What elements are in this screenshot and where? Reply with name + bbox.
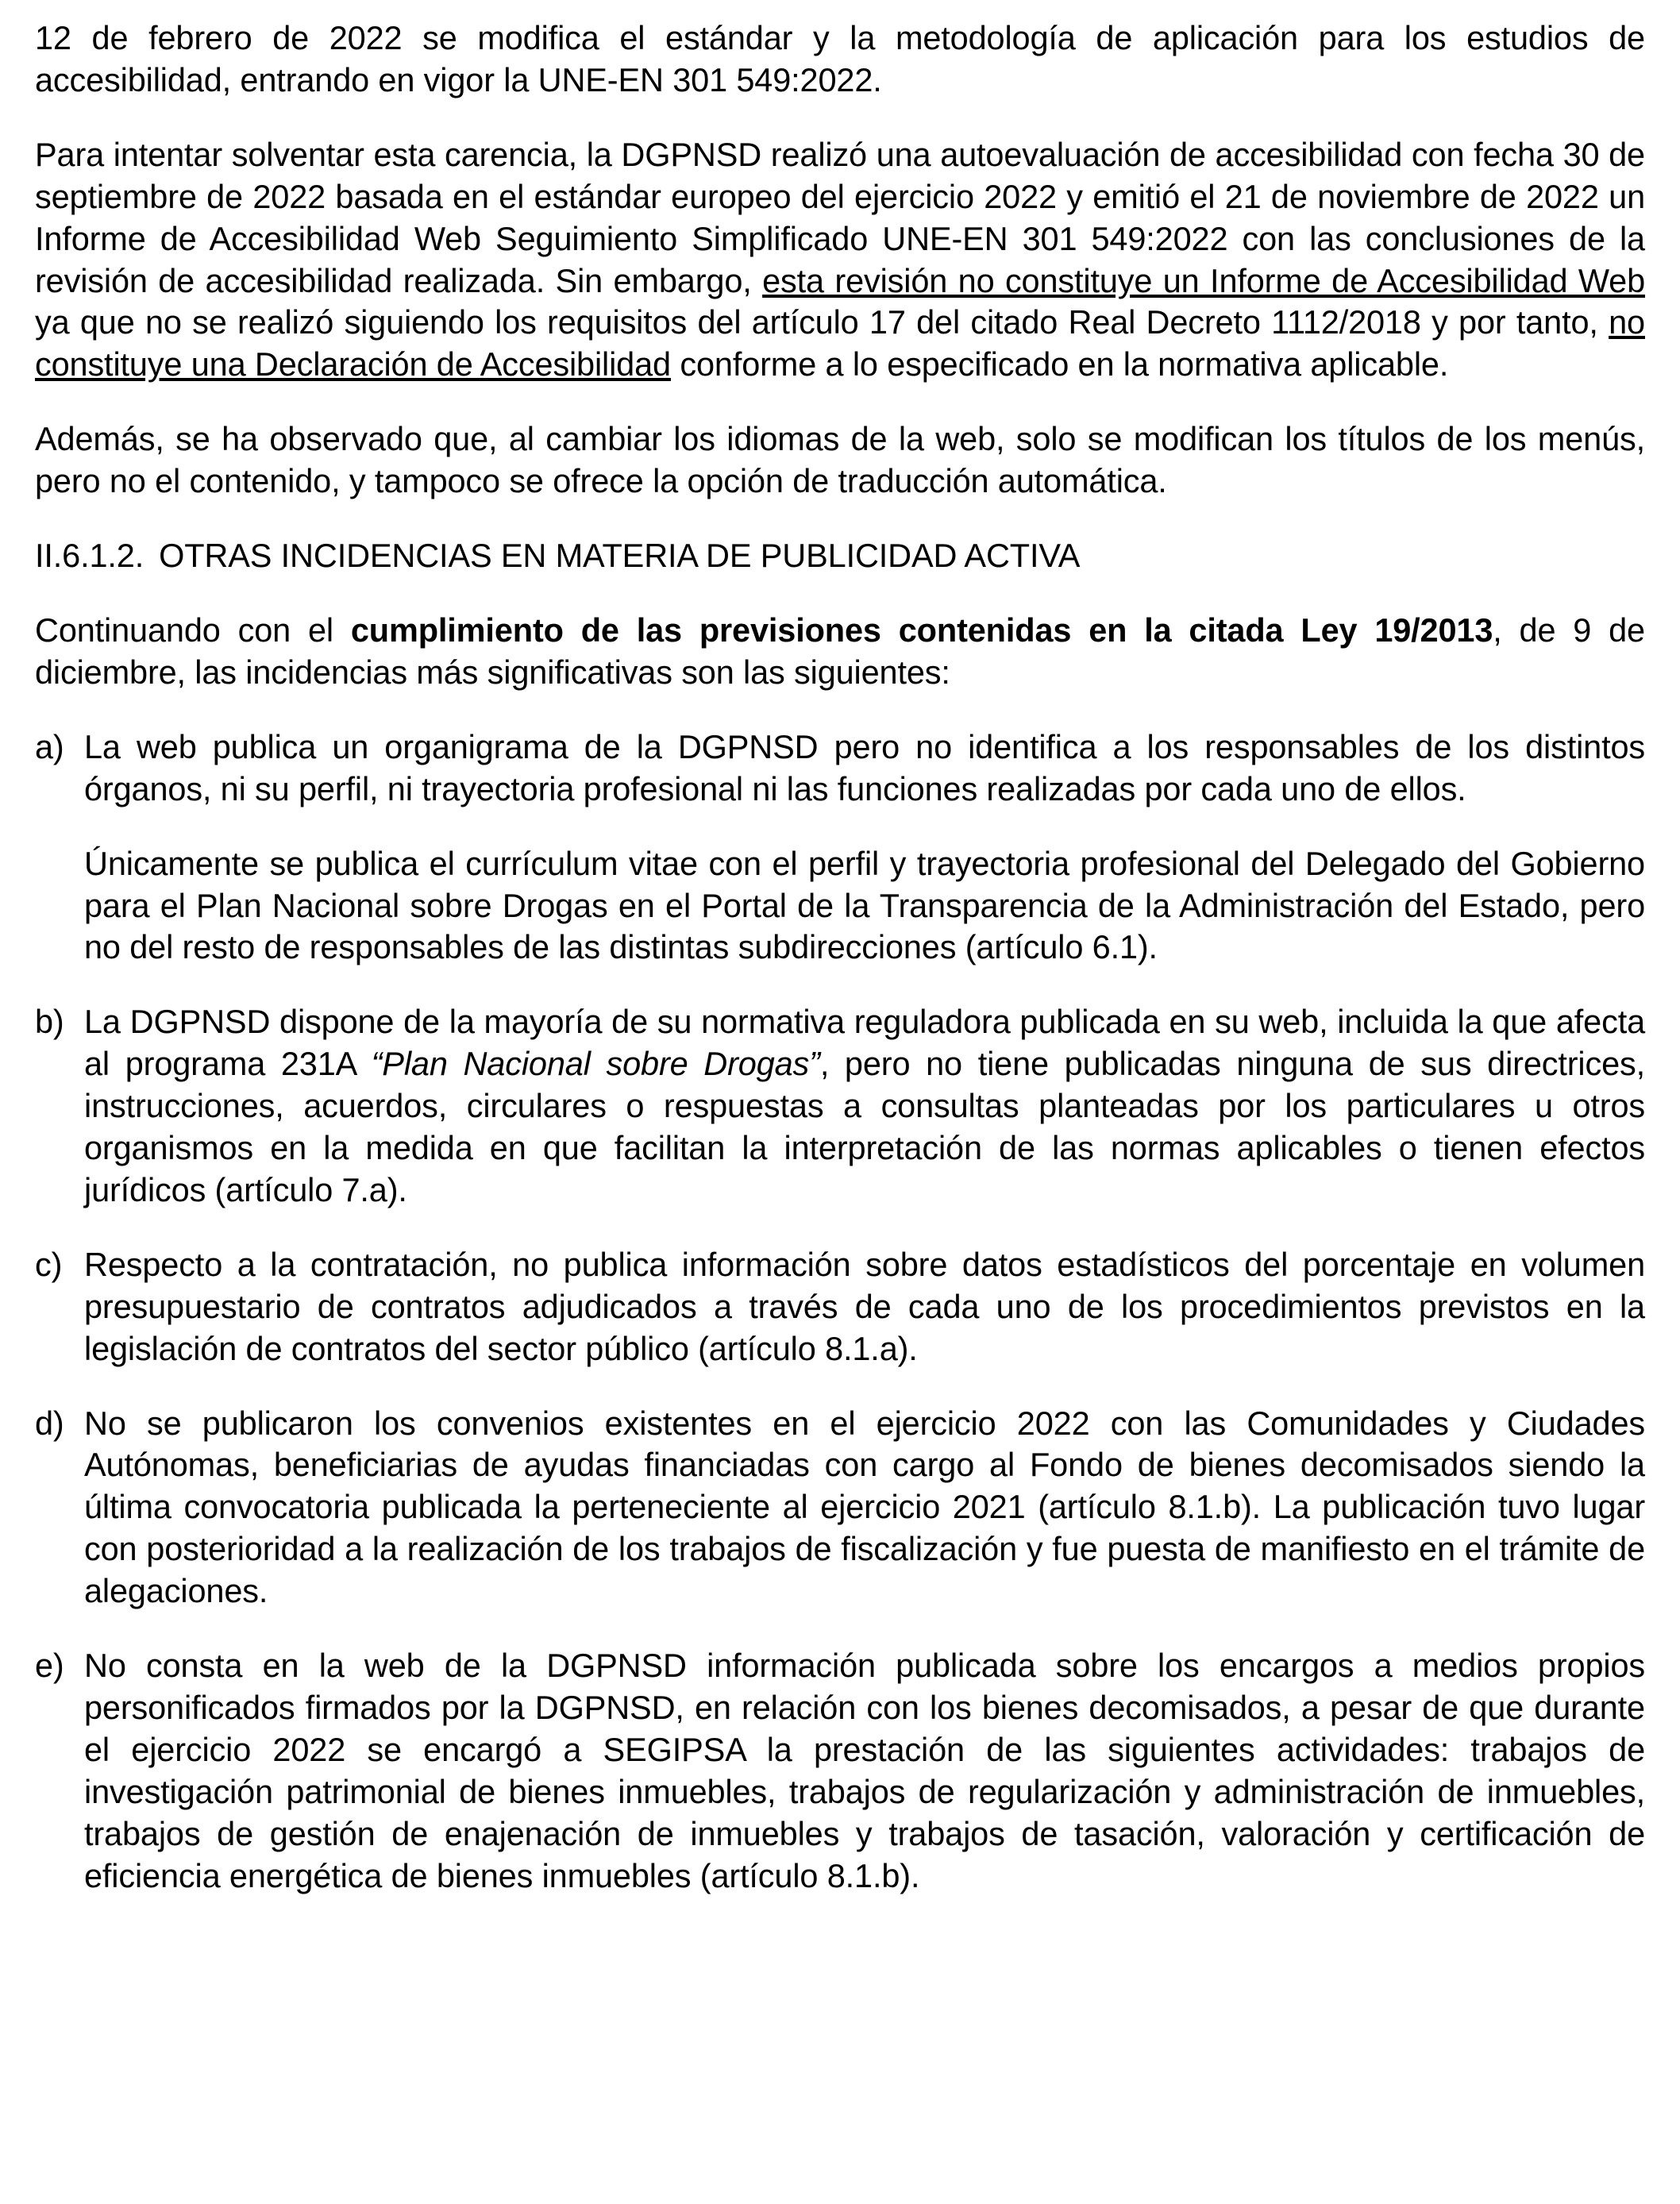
section-heading-number: II.6.1.2. <box>35 537 144 575</box>
paragraph-text: La web publica un organigrama de la DGPNSD pero no identifica a los responsables de los distintos órganos, ni su perfil, ni trayectoria profesional ni las funciones realizadas por cada uno de ellos. <box>84 727 1645 807</box>
intro-bold-phrase: cumplimiento de las previsiones contenidas en la citada Ley 19/2013 <box>350 611 1493 649</box>
paragraph-run-2: , pero no tiene publicadas ninguna de sus directrices, instrucciones, acuerdos, circulares o respuestas a consultas planteadas por los particulares u otros organismos en la medida en que facilitan la interpretación de las normas aplicables o tienen efectos jurídicos (artículo 7.a). <box>84 1045 1645 1208</box>
paragraph-dgpnsd-selfassessment <box>35 134 1645 386</box>
underlined-phrase-1: esta revisión no constituye un Informe de Accesibilidad Web <box>762 261 1646 299</box>
paragraph-run-2: ya que no se realizó siguiendo los requisitos del artículo 17 del citado Real Decreto 1112/2018 y por tanto, <box>35 303 1609 341</box>
list-item <box>35 1403 1645 1613</box>
list-item-paragraph <box>84 1645 1645 1897</box>
list-item <box>35 726 1645 969</box>
list-item-paragraph <box>84 1403 1645 1613</box>
paragraph-text: 12 de febrero de 2022 se modifica el estándar y la metodología de aplicación para los estudios de accesibilidad, entrando en vigor la UNE-EN 301 549:2022. <box>35 19 1645 98</box>
list-item-body <box>84 726 1645 969</box>
list-item-marker: d) <box>35 1404 64 1442</box>
list-item-marker: e) <box>35 1647 64 1685</box>
document-content <box>35 17 1645 1898</box>
list-item-paragraph <box>84 726 1645 811</box>
intro-run-2: , de 9 de diciembre, las incidencias más significativas son las siguientes: <box>35 611 1645 691</box>
lettered-list <box>35 726 1645 1898</box>
paragraph-language-menus <box>35 418 1645 503</box>
paragraph-text: No se publicaron los convenios existentes en el ejercicio 2022 con las Comunidades y Ciudades Autónomas, beneficiarias de ayudas financiadas con cargo al Fondo de bienes decomisados siendo la última convocatoria publicada la perteneciente al ejercicio 2021 (artículo 8.1.b). La publicación tuvo lugar con posterioridad a la realización de los trabajos de fiscalización y fue puesta de manifiesto en el trámite de alegaciones. <box>84 1404 1645 1610</box>
paragraph-text: Respecto a la contratación, no publica información sobre datos estadísticos del porcentaje en volumen presupuestario de contratos adjudicados a través de cada uno de los procedimientos previstos en la legislación de contratos del sector público (artículo 8.1.a). <box>84 1245 1645 1367</box>
list-item-paragraph <box>84 1244 1645 1370</box>
list-item <box>35 1645 1645 1897</box>
list-item-marker: c) <box>35 1245 63 1283</box>
list-item-body <box>84 1001 1645 1212</box>
list-item-paragraph <box>84 1001 1645 1212</box>
section-heading <box>35 535 1645 577</box>
paragraph-run-3: conforme a lo especificado en la normativa aplicable. <box>670 345 1449 383</box>
list-item <box>35 1001 1645 1212</box>
list-item-marker: b) <box>35 1003 64 1041</box>
intro-run-1: Continuando con el <box>35 611 351 649</box>
italic-program-name: “Plan Nacional sobre Drogas” <box>371 1045 820 1083</box>
paragraph-text: No consta en la web de la DGPNSD información publicada sobre los encargos a medios propios personificados firmados por la DGPNSD, en relación con los bienes decomisados, a pesar de que durante el ejercicio 2022 se encargó a SEGIPSA la prestación de las siguientes actividades: trabajos de investigación patrimonial de bienes inmuebles, trabajos de regularización y administración de inmuebles, trabajos de gestión de enajenación de inmuebles y trabajos de tasación, valoración y certificación de eficiencia energética de bienes inmuebles (artículo 8.1.b). <box>84 1647 1645 1894</box>
paragraph-intro-ley <box>35 610 1645 694</box>
list-item-body <box>84 1645 1645 1897</box>
list-item-paragraph <box>84 843 1645 969</box>
section-heading-title: OTRAS INCIDENCIAS EN MATERIA DE PUBLICIDAD ACTIVA <box>159 537 1081 575</box>
paragraph-text: Únicamente se publica el currículum vitae con el perfil y trayectoria profesional del Delegado del Gobierno para el Plan Nacional sobre Drogas en el Portal de la Transparencia de la Administración del Estado, pero no del resto de responsables de las distintas subdirecciones (artículo 6.1). <box>84 844 1645 966</box>
paragraph-text: Además, se ha observado que, al cambiar los idiomas de la web, solo se modifican los títulos de los menús, pero no el contenido, y tampoco se ofrece la opción de traducción automática. <box>35 420 1645 500</box>
underlined-phrase-2: no constituye una Declaración de Accesibilidad <box>35 303 1645 383</box>
paragraph-accessibility-standard <box>35 17 1645 102</box>
list-item <box>35 1244 1645 1370</box>
list-item-body <box>84 1244 1645 1370</box>
list-item-marker: a) <box>35 727 64 765</box>
list-item-body <box>84 1403 1645 1613</box>
paragraph-run-1: Para intentar solventar esta carencia, la DGPNSD realizó una autoevaluación de accesibilidad con fecha 30 de septiembre de 2022 basada en el estándar europeo del ejercicio 2022 y emitió el 21 de noviembre de 2022 un Informe de Accesibilidad Web Seguimiento Simplificado UNE-EN 301 549:2022 con las conclusiones de la revisión de accesibilidad realizada. Sin embargo, <box>35 135 1645 299</box>
paragraph-run-1: La DGPNSD dispone de la mayoría de su normativa reguladora publicada en su web, incluida la que afecta al programa 231A <box>84 1003 1645 1083</box>
